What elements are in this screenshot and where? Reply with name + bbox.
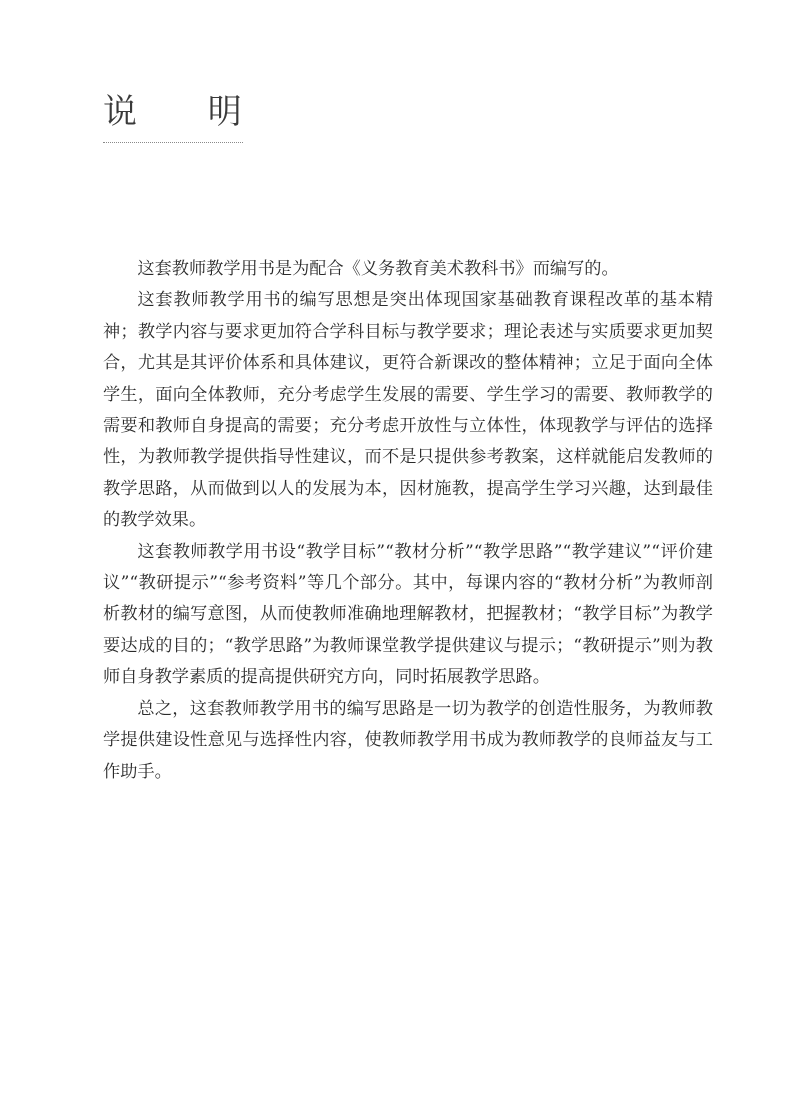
paragraph: 总之，这套教师教学用书的编写思路是一切为教学的创造性服务，为教师教学提供建设性意见与选择性内容，使教师教学用书成为教师教学的良师益友与工作助手。 <box>103 698 713 782</box>
paragraph: 这套教师教学用书的编写思想是突出体现国家基础教育课程改革的基本精神；教学内容与要求更加符合学科目标与教学要求；理论表述与实质要求更加契合，尤其是其评价体系和具体建议，更符合新课改的整体精神；立足于面向全体学生，面向全体教师，充分考虑学生发展的需要、学生学习的需要、教师教学的需要和教师自身提高的需要；充分考虑开放性与立体性，体现教学与评估的选择性，为教师教学提供指导性建议，而不是只提供参考教案，这样就能启发教师的教学思路，从而做到以人的发展为本，因材施教，提高学生学习兴趣，达到最佳的教学效果。 <box>103 290 713 531</box>
page-title: 说 明 <box>103 92 272 132</box>
title-underline-divider <box>103 142 243 143</box>
paragraph: 这套教师教学用书是为配合《义务教育美术教科书》而编写的。 <box>137 259 619 279</box>
paragraph: 这套教师教学用书设“教学目标”“教材分析”“教学思路”“教学建议”“评价建议”“教研提示”“参考资料”等几个部分。其中，每课内容的“教材分析”为教师剖析教材的编写意图，从而使教师准确地理解教材，把握教材；“教学目标”为教学要达成的目的；“教学思路”为教师课堂教学提供建议与提示；“教研提示”则为教师自身教学素质的提高提供研究方向，同时拓展教学思路。 <box>103 541 713 688</box>
body-text <box>103 254 713 788</box>
